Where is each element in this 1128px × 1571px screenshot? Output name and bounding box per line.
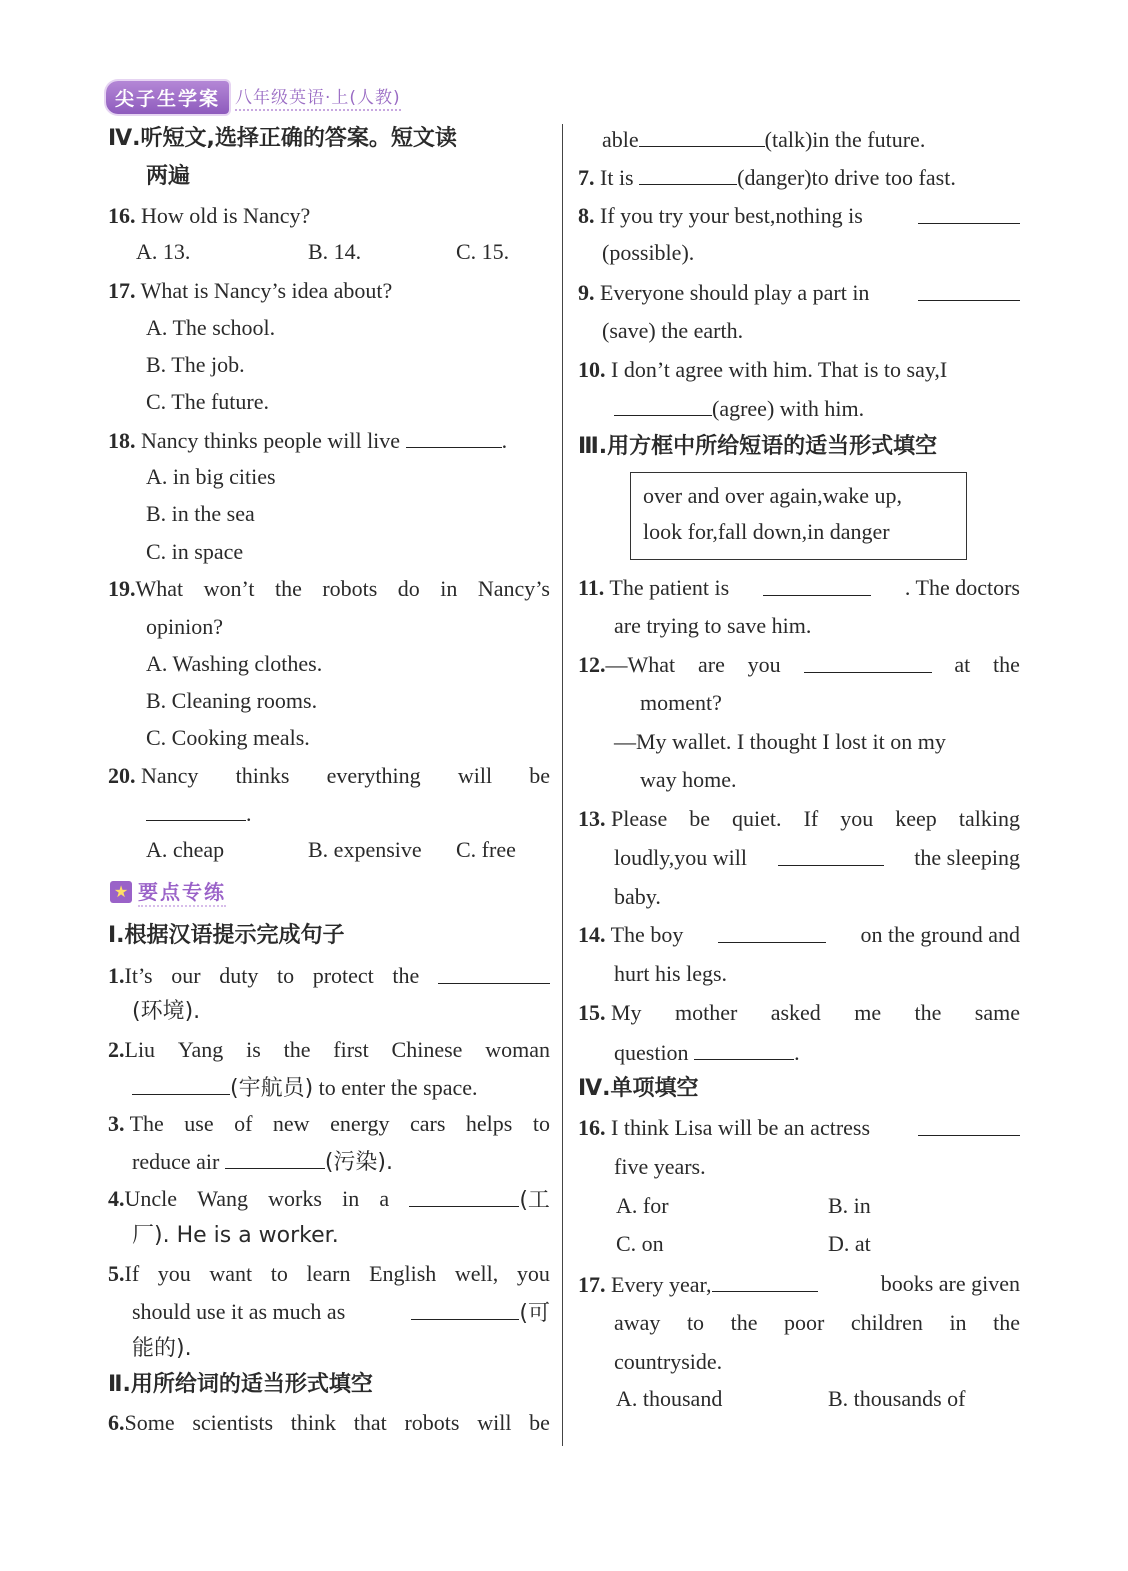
question-10-cont: (agree) with him.	[614, 395, 864, 422]
question-6: 6.Some scientists think that robots will be	[108, 1410, 550, 1435]
question-9: 9. Everyone should play a part in	[578, 280, 1020, 306]
question-12-cont: moment?	[640, 690, 722, 715]
question-15-cont: question .	[614, 1040, 800, 1065]
question-2-cont: (宇航员) to enter the space.	[132, 1074, 477, 1102]
question-1: 1.It’s our duty to protect the	[108, 963, 550, 989]
answer-blank[interactable]	[146, 800, 246, 821]
question-19-cont: opinion?	[146, 614, 223, 639]
option-16b-d: D. at	[828, 1231, 871, 1256]
answer-blank[interactable]	[406, 427, 502, 448]
option-18b: B. in the sea	[146, 501, 255, 526]
option-19a: A. Washing clothes.	[146, 651, 323, 676]
answer-blank[interactable]	[718, 922, 826, 943]
key-practice-title: 要点专练	[138, 876, 226, 907]
answer-blank[interactable]	[918, 1115, 1020, 1136]
question-11: 11. The patient is . The doctors	[578, 575, 1020, 600]
section-1-title: Ⅰ.根据汉语提示完成句子	[108, 923, 345, 948]
question-6-cont: able (talk)in the future.	[602, 127, 926, 152]
question-15: 15. My mother asked me the same	[578, 1000, 1020, 1025]
section-3-title: Ⅲ.用方框中所给短语的适当形式填空	[578, 434, 938, 459]
question-5: 5.If you want to learn English well, you	[108, 1261, 550, 1286]
question-12-reply: —My wallet. I thought I lost it on my	[614, 729, 946, 754]
question-14-cont: hurt his legs.	[614, 961, 728, 986]
question-10: 10. I don’t agree with him. That is to say,I	[578, 357, 948, 382]
question-1-hint: (环境).	[132, 999, 201, 1024]
question-14: 14. The boy on the ground and	[578, 922, 1020, 947]
section-4-title: Ⅳ.听短文,选择正确的答案。短文读	[108, 126, 457, 151]
question-5-cont: should use it as much as (可	[132, 1299, 550, 1326]
option-18c: C. in space	[146, 539, 244, 564]
question-13-end: baby.	[614, 884, 661, 909]
option-17c: C. The future.	[146, 389, 270, 414]
page-header	[106, 82, 401, 112]
question-16b: 16. I think Lisa will be an actress	[578, 1115, 1020, 1141]
phrase-box-line-2: look for,fall down,in danger	[643, 519, 890, 544]
answer-blank[interactable]	[712, 1271, 818, 1292]
question-18: 18. Nancy thinks people will live .	[108, 428, 508, 453]
option-16b-a: A. for	[616, 1193, 669, 1218]
question-3: 3. The use of new energy cars helps to	[108, 1111, 550, 1136]
question-12: 12.—What are you at the	[578, 652, 1020, 677]
option-20a: A. cheap	[146, 837, 225, 862]
answer-blank[interactable]	[804, 652, 932, 673]
question-8: 8. If you try your best,nothing is	[578, 203, 1020, 229]
question-12-reply-cont: way home.	[640, 767, 737, 792]
answer-blank[interactable]	[614, 395, 712, 416]
question-8-cont: (possible).	[602, 240, 695, 265]
answer-blank[interactable]	[411, 1299, 519, 1320]
question-13: 13. Please be quiet. If you keep talking	[578, 806, 1020, 831]
phrase-box	[630, 472, 967, 560]
option-17a: A. The school.	[146, 315, 276, 340]
answer-blank[interactable]	[225, 1148, 325, 1169]
option-19c: C. Cooking meals.	[146, 725, 310, 750]
option-20c: C. free	[456, 837, 516, 862]
question-20-blank: .	[146, 800, 252, 827]
question-16: 16. How old is Nancy?	[108, 203, 311, 228]
question-5-hint: 能的).	[132, 1336, 192, 1361]
question-17b-cont: away to the poor children in the	[614, 1310, 1020, 1335]
question-19: 19.What won’t the robots do in Nancy’s	[108, 576, 550, 601]
option-16a: A. 13.	[136, 239, 191, 264]
option-19b: B. Cleaning rooms.	[146, 688, 318, 713]
section-4-title-cont: 两遍	[146, 164, 191, 189]
answer-blank[interactable]	[438, 963, 550, 984]
question-20: 20. Nancy thinks everything will be	[108, 763, 550, 788]
question-17b-end: countryside.	[614, 1349, 723, 1374]
section-4b-title: Ⅳ.单项填空	[578, 1076, 699, 1101]
answer-blank[interactable]	[763, 575, 871, 596]
answer-blank[interactable]	[409, 1186, 519, 1207]
question-4-cont: 厂). He is a worker.	[132, 1223, 339, 1248]
question-11-cont: are trying to save him.	[614, 613, 812, 638]
answer-blank[interactable]	[918, 280, 1020, 301]
option-16b-b: B. in	[828, 1193, 871, 1218]
question-9-cont: (save) the earth.	[602, 318, 744, 343]
option-17b: B. The job.	[146, 352, 245, 377]
option-16b: B. 14.	[308, 239, 362, 264]
option-20b: B. expensive	[308, 837, 422, 862]
answer-blank[interactable]	[639, 164, 737, 185]
option-17b-b: B. thousands of	[828, 1386, 966, 1411]
question-13-cont: loudly,you will the sleeping	[614, 845, 1020, 870]
option-17b-a: A. thousand	[616, 1386, 723, 1411]
answer-blank[interactable]	[132, 1074, 230, 1095]
question-17b: 17. Every year, books are given	[578, 1271, 1020, 1297]
key-practice-header	[110, 876, 226, 907]
question-4: 4.Uncle Wang works in a (工	[108, 1186, 550, 1213]
option-16c: C. 15.	[456, 239, 510, 264]
question-17: 17. What is Nancy’s idea about?	[108, 278, 393, 303]
answer-blank[interactable]	[639, 126, 765, 147]
question-3-cont: reduce air (污染).	[132, 1149, 393, 1175]
book-subtitle: 八年级英语·上(人教)	[235, 83, 401, 111]
question-7: 7. It is (danger)to drive too fast.	[578, 165, 956, 190]
answer-blank[interactable]	[918, 203, 1020, 224]
answer-blank[interactable]	[778, 845, 884, 866]
star-icon: ★	[110, 881, 132, 903]
section-2-title: Ⅱ.用所给词的适当形式填空	[108, 1372, 373, 1397]
option-18a: A. in big cities	[146, 464, 276, 489]
question-2: 2.Liu Yang is the first Chinese woman	[108, 1037, 550, 1062]
answer-blank[interactable]	[694, 1039, 794, 1060]
option-16b-c: C. on	[616, 1231, 664, 1256]
column-divider	[562, 124, 563, 1446]
question-16b-cont: five years.	[614, 1154, 706, 1179]
brand-badge: 尖子生学案	[106, 81, 229, 114]
phrase-box-line-1: over and over again,wake up,	[643, 483, 903, 508]
